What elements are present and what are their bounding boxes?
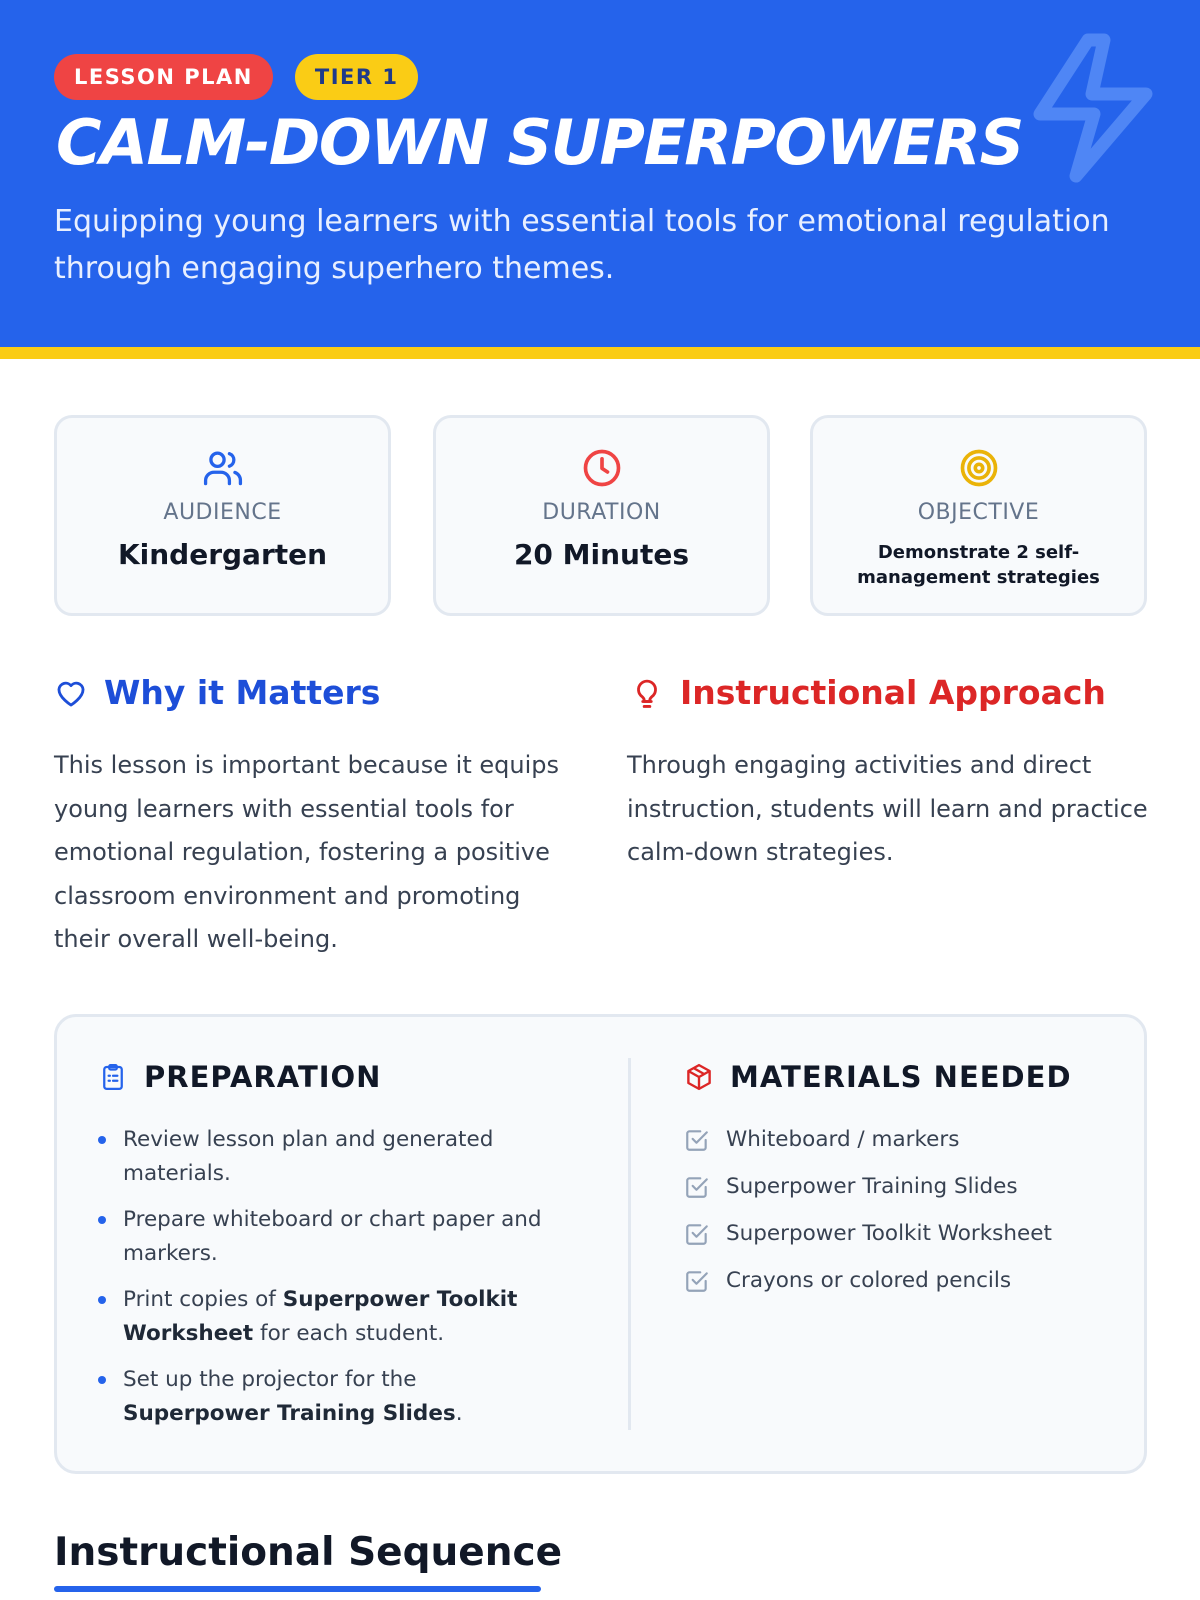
list-item xyxy=(96,1123,566,1190)
lightbulb-icon xyxy=(630,676,664,710)
preparation-title: PREPARATION xyxy=(144,1060,382,1094)
bullet xyxy=(98,1376,106,1384)
checkbox-checked-icon xyxy=(684,1221,710,1247)
page-title: CALM-DOWN SUPERPOWERS xyxy=(56,106,1023,179)
list-item xyxy=(96,1203,566,1270)
material-label: Superpower Toolkit Worksheet xyxy=(726,1221,1052,1246)
clock-icon xyxy=(580,446,624,490)
materials-heading xyxy=(684,1060,1072,1094)
preparation-heading xyxy=(98,1060,381,1094)
material-label: Whiteboard / markers xyxy=(726,1127,960,1152)
list-item xyxy=(96,1283,566,1350)
clipboard-icon xyxy=(98,1062,128,1092)
box-icon xyxy=(684,1062,714,1092)
item-text: Review lesson plan and generated materials. xyxy=(123,1127,494,1186)
objective-value: Demonstrate 2 self-management strategies xyxy=(857,542,1100,588)
bullet xyxy=(98,1296,106,1304)
checkbox-checked-icon xyxy=(684,1268,710,1294)
tier-badge: TIER 1 xyxy=(295,54,419,100)
lesson-header xyxy=(0,0,1200,347)
list-item xyxy=(684,1123,1134,1156)
lightning-bolt-icon xyxy=(1020,28,1170,188)
list-item xyxy=(684,1170,1134,1203)
objective-card xyxy=(810,415,1147,616)
audience-label: AUDIENCE xyxy=(163,500,282,525)
materials-title: MATERIALS NEEDED xyxy=(730,1060,1072,1094)
checkbox-checked-icon xyxy=(684,1174,710,1200)
checkbox-checked-icon xyxy=(684,1127,710,1153)
page-subtitle: Equipping young learners with essential tools for emotional regulation through engaging superhero themes. xyxy=(54,204,1110,286)
item-text: Print copies of xyxy=(123,1287,283,1312)
bullet xyxy=(98,1216,106,1224)
preparation-list xyxy=(96,1123,566,1443)
approach-title: Instructional Approach xyxy=(680,673,1106,712)
item-text: Set up the projector for the xyxy=(123,1367,417,1392)
objective-label: OBJECTIVE xyxy=(917,500,1040,525)
audience-value: Kindergarten xyxy=(117,538,328,571)
header-divider xyxy=(0,347,1200,359)
heart-icon xyxy=(54,676,88,710)
why-title: Why it Matters xyxy=(104,673,381,712)
list-item xyxy=(684,1264,1134,1297)
sequence-underline xyxy=(54,1586,541,1592)
materials-list xyxy=(684,1123,1134,1311)
list-item xyxy=(684,1217,1134,1250)
material-label: Crayons or colored pencils xyxy=(726,1268,1012,1293)
item-text: Prepare whiteboard or chart paper and markers. xyxy=(123,1207,542,1266)
approach-body: Through engaging activities and direct instruction, students will learn and practice calm-down strategies. xyxy=(627,751,1148,866)
users-icon xyxy=(201,446,245,490)
why-body: This lesson is important because it equips young learners with essential tools for emotional regulation, fostering a positive classroom environment and promoting their overall well-being. xyxy=(54,751,559,953)
duration-value: 20 Minutes xyxy=(513,538,690,571)
list-item xyxy=(96,1363,566,1430)
item-emphasis: Superpower Toolkit Worksheet xyxy=(123,1287,518,1346)
item-text: . xyxy=(455,1400,463,1426)
item-emphasis: Superpower Training Slides xyxy=(123,1400,456,1426)
approach-heading xyxy=(630,673,1106,712)
why-heading xyxy=(54,673,380,712)
material-label: Superpower Training Slides xyxy=(726,1174,1018,1199)
bullet xyxy=(98,1136,106,1144)
audience-card xyxy=(54,415,391,616)
sequence-heading: Instructional Sequence xyxy=(54,1530,563,1575)
panel-divider xyxy=(628,1058,631,1430)
tag-row xyxy=(54,54,418,100)
duration-card xyxy=(433,415,770,616)
duration-label: DURATION xyxy=(542,500,661,525)
target-icon xyxy=(957,446,1001,490)
item-text: for each student. xyxy=(253,1320,445,1346)
lesson-plan-badge: LESSON PLAN xyxy=(54,54,273,100)
